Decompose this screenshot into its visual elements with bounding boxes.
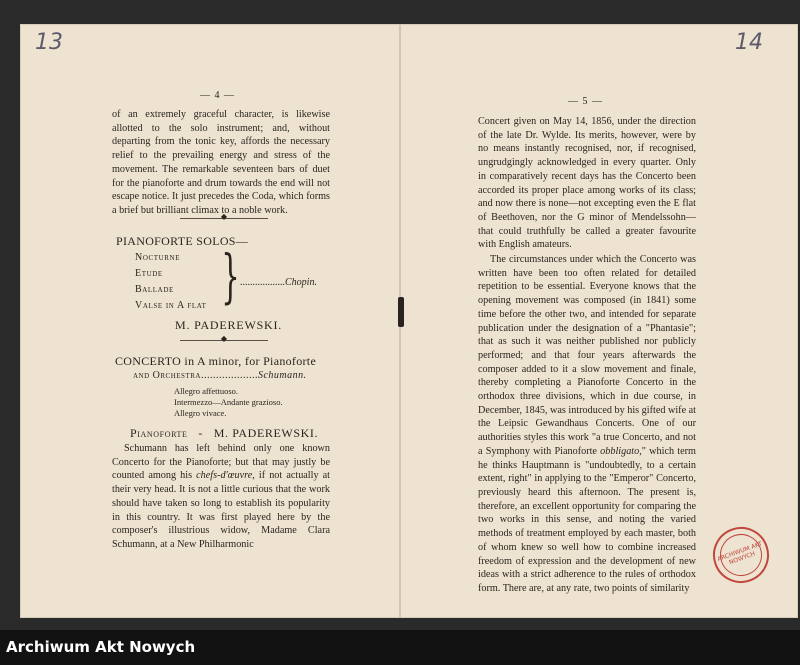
instrument-performer: M. PADEREWSKI. (213, 426, 319, 440)
performer-name: M. PADEREWSKI. (175, 318, 283, 332)
archive-folio-left: 13 (35, 30, 63, 55)
solos-composer (240, 277, 317, 288)
archive-footer (0, 630, 800, 665)
paragraph-text: The circumstances under which the Concerto was written have been too often related for detailed repetition to be essential. Everyone knows that the opening movement was composed (in 1841) some time before the other two, and intended for separate publication under the designation of a "Phantasie"; that as such it was neither published nor publicly performed; and that four years afterwards the composer added to it a slow movement and finale, thereby completing a Pianoforte Concerto in the orthodox three divisions, which in due course, in December, 1845, was introduced by his gifted wife at the Leipsic Gewandhaus Concerts. One of our authorities styles this work "a true Concerto, and not a Symphony with Pianoforte (478, 254, 696, 457)
movement-item: Allegro affettuoso. (174, 386, 239, 396)
concerto-text-emphasis: chefs-d'œuvre (196, 470, 253, 482)
solos-heading: PIANOFORTE SOLOS— (116, 234, 249, 248)
movement-item: Allegro vivace. (174, 408, 227, 418)
left-page-number: — 4 — (200, 90, 235, 101)
instrumentation-line (130, 426, 318, 441)
section-divider (180, 218, 268, 219)
right-text-column (478, 115, 696, 596)
solo-item: Valse in A flat (135, 300, 207, 311)
archive-folio-right: 14 (735, 30, 763, 55)
composer-name: Schumann. (257, 370, 307, 381)
concerto-text: Schumann has left behind only one known Concerto for the Pianoforte; but that may justly be counted among his (112, 443, 330, 482)
concerto-subtitle (133, 370, 307, 381)
leader-dots: ................... (200, 370, 258, 381)
archive-footer-label: Archiwum Akt Nowych (6, 638, 196, 656)
paragraph-emphasis: obbligato (600, 445, 640, 457)
binding-staple (398, 297, 404, 327)
stamp-text: ARCHIWUM AKT NOWYCH (716, 540, 764, 567)
leader-dots: .................. (240, 277, 285, 288)
concerto-title: CONCERTO in A minor, for Pianoforte (115, 354, 317, 368)
instrument-separator: - (198, 426, 203, 440)
solo-item: Ballade (135, 284, 174, 295)
paragraph-text: ," which term he thinks Hauptmann is "undoubtedly, to a certain extent, right" in applying to the "Emperor" Concerto, previously heard this afternoon. The present is, therefore, an excellent opportunity for comparing the two works in this sense, and noting the varied methods of treatment employed by each master, both of whom knew so well how to combine increased freedom of expression and the development of new ideas with a strict adherence to the rules of orthodox form. There are, at any rate, two points of similarity (478, 445, 696, 594)
composer-name: Chopin. (285, 277, 317, 288)
paragraph (478, 253, 696, 596)
paragraph: Concert given on May 14, 1856, under the direction of the late Dr. Wylde. Its merits, however, were by no means instantly recognised, nor, if recognised, ungrudgingly acknowledged in every quarter. Only in comparatively recent days has the Concerto been accorded its proper place among works of its class; and now there is none—not excepting even the E flat of Beethoven, nor the G minor of Mendelssohn—that could truthfully be called a greater favourite with English amateurs. (478, 116, 696, 251)
movement-item: Intermezzo—Andante grazioso. (174, 397, 283, 407)
intro-text: of an extremely graceful character, is likewise allotted to the solo instrument; and, without departing from the tonic key, affords the necessary relief to the prevailing energy and stress of the movement. The remarkable seventeen bars of duet for the pianoforte and drum towards the end will not escape notice. It just precedes the Coda, which forms a brief but brilliant climax to a noble work. (112, 109, 330, 216)
concerto-description (112, 442, 330, 552)
solos-brace-icon: } (221, 242, 240, 310)
section-divider (180, 340, 268, 341)
solo-item: Nocturne (135, 252, 181, 263)
left-intro-paragraph (112, 108, 330, 218)
instrument-label: Pianoforte (130, 426, 188, 440)
concerto-text: , if not actually at their very head. It is not a little curious that the work should have taken so long to establish its popularity in this country. It was first played here by the composer's illustrious widow, Madame Clara Schumann, at a New Philharmonic (112, 470, 330, 550)
solo-item: Etude (135, 268, 163, 279)
right-page-number: — 5 — (568, 96, 603, 107)
concerto-subtitle-text: and Orchestra (133, 370, 201, 381)
